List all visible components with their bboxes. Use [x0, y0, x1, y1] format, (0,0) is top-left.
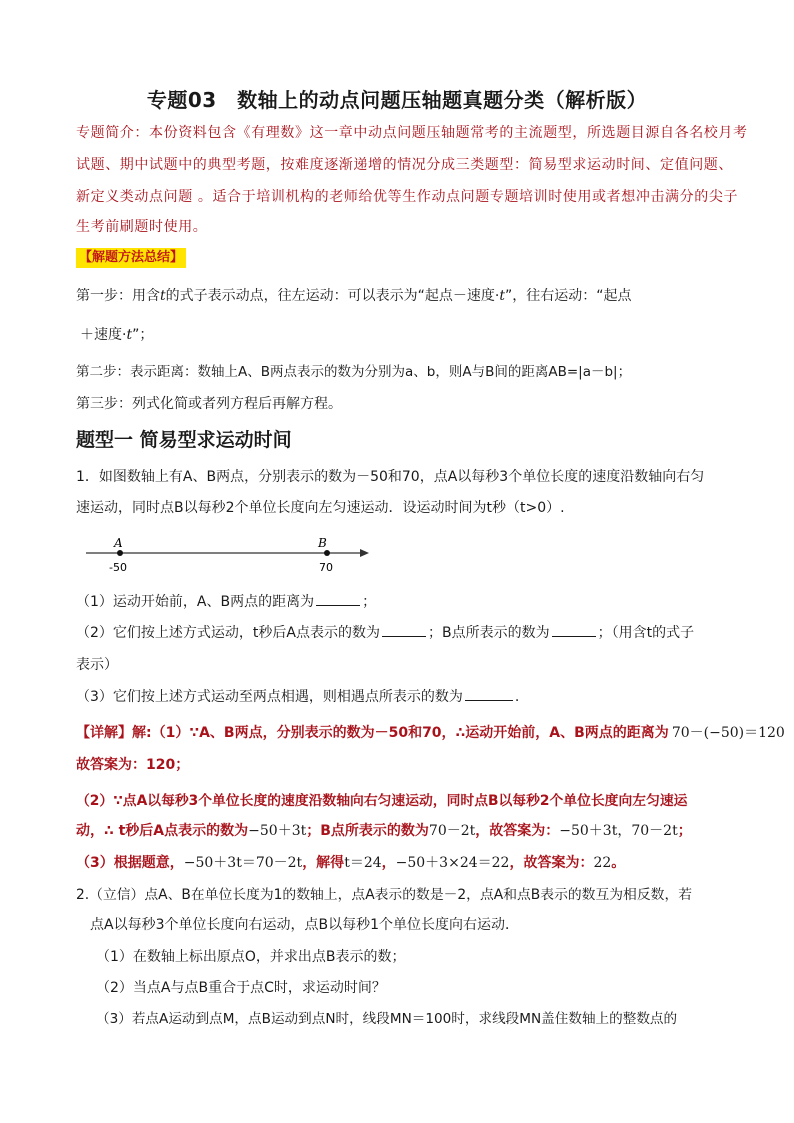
answer-1-text-5e: 。	[611, 855, 626, 871]
answer-1-text-5b: ，解得	[302, 855, 345, 871]
q2-sub-2: （2）当点A与点B重合于点C时，求运动时间？	[96, 980, 386, 996]
answer-1-line-1	[76, 720, 785, 746]
step1-text-c: ”，往右运动：“起点	[504, 288, 632, 304]
answer-1-text-1: 解:（1）∵A、B两点，分别表示的数为－50和70，∴运动开始前，A、B两点的距离为	[132, 725, 669, 741]
step1-var-t2: t	[499, 288, 505, 304]
point-b-label: B	[318, 536, 327, 550]
answer-1-text-5a: （3）根据题意，	[76, 855, 184, 871]
point-a-dot	[117, 550, 123, 556]
answer-1-text-4d: ；	[677, 823, 692, 839]
number-line-arrow-icon	[360, 549, 369, 557]
answer-1-math-5a: −50＋3t＝70－2t	[183, 855, 303, 871]
section-1-heading: 题型一 简易型求运动时间	[76, 429, 292, 451]
q1-line-2: 速运动，同时点B以每秒2个单位长度向左匀速运动．设运动时间为t秒（t>0）.	[76, 500, 565, 516]
answer-1-math-4c: −50＋3t，70－2t	[559, 823, 678, 839]
q1-sub2-text-b: ；B点所表示的数为	[427, 625, 550, 641]
answer-blank[interactable]	[316, 591, 360, 606]
answer-1-math-5b: t＝24	[344, 855, 382, 871]
q1-sub-2-continued: 表示）	[76, 657, 118, 673]
point-a-label: A	[114, 536, 123, 550]
step-3: 第三步：列式化简或者列方程后再解方程。	[76, 396, 342, 412]
q1-sub2-text-c: ；（用含t的式子	[597, 625, 695, 641]
point-b-dot	[324, 550, 330, 556]
intro-line-4: 生考前刷题时使用。	[76, 219, 208, 235]
point-b-value: 70	[319, 561, 333, 574]
step1-text-b: 的式子表示动点，往左运动：可以表示为“起点－速度·	[165, 288, 500, 304]
number-line-figure	[84, 535, 374, 585]
step1-var-t: t	[160, 288, 166, 304]
intro-line-1: 专题简介：本份资料包含《有理数》这一章中动点问题压轴题常考的主流题型，所选题目源自各名校月考	[76, 125, 748, 141]
page-title: 专题03 数轴上的动点问题压轴题真题分类（解析版）	[146, 88, 648, 112]
answer-1-text-4c: ，故答案为：	[475, 823, 560, 839]
step1-text-d: ＋速度·	[80, 327, 127, 343]
answer-blank[interactable]	[382, 622, 426, 637]
answer-1-math-1: 70－(−50)＝120	[671, 725, 785, 741]
q1-sub-1	[76, 589, 726, 615]
step-1	[76, 283, 726, 309]
q1-sub3-text: （3）它们按上述方式运动至两点相遇，则相遇点所表示的数为	[76, 689, 463, 705]
step1-text-e: ”；	[132, 327, 154, 343]
answer-1-line-4	[76, 818, 726, 844]
answer-1-math-4a: −50＋3t	[248, 823, 307, 839]
answer-blank[interactable]	[552, 622, 596, 637]
answer-1-math-5d: 22	[593, 855, 612, 871]
answer-1-text-4b: ；B点所表示的数为	[306, 823, 429, 839]
q1-sub1-text: （1）运动开始前，A、B两点的距离为	[76, 594, 315, 610]
answer-1-math-4b: 70－2t	[428, 823, 476, 839]
step-2: 第二步：表示距离：数轴上A、B两点表示的数为分别为a、b，则A与B间的距离AB=|a－b|；	[76, 364, 632, 380]
q1-sub3-end: .	[514, 689, 520, 705]
answer-1-text-4a: 动，∴ t秒后A点表示的数为	[76, 823, 249, 839]
answer-1-line-3: （2）∵点A以每秒3个单位长度的速度沿数轴向右匀速运动，同时点B以每秒2个单位长度向左匀速运	[76, 793, 688, 809]
q1-sub2-text-a: （2）它们按上述方式运动，t秒后A点表示的数为	[76, 625, 380, 641]
step-1-continued	[80, 322, 730, 348]
intro-line-3: 新定义类动点问题 。适合于培训机构的老师给优等生作动点问题专题培训时使用或者想冲击满分的尖子	[76, 189, 739, 205]
step1-var-t3: t	[126, 327, 133, 343]
method-summary-badge: 【解题方法总结】	[76, 248, 186, 268]
answer-1-text-5d: ，故答案为：	[509, 855, 594, 871]
q1-sub-3	[76, 684, 726, 710]
answer-blank[interactable]	[465, 686, 513, 701]
q2-line-1: 2.（立信）点A、B在单位长度为1的数轴上，点A表示的数是－2，点A和点B表示的数互为相反数，若	[76, 887, 693, 903]
intro-line-2: 试题、期中试题中的典型考题，按难度逐渐递增的情况分成三类题型：简易型求运动时间、定值问题、	[76, 157, 733, 173]
answer-detail-tag: 【详解】	[76, 725, 132, 741]
q1-sub-2	[76, 620, 726, 646]
q2-sub-3: （3）若点A运动到点M，点B运动到点N时，线段MN＝100时，求线段MN盖住数轴上的整数点的	[96, 1011, 678, 1027]
answer-1-text-5c: ，	[381, 855, 396, 871]
answer-1-line-2: 故答案为：120；	[76, 757, 190, 773]
q1-sub1-end: ；	[362, 594, 377, 610]
q2-line-2: 点A以每秒3个单位长度向右运动，点B以每秒1个单位长度向右运动．	[90, 917, 519, 933]
answer-1-math-5c: −50＋3×24＝22	[395, 855, 510, 871]
q1-line-1: 1．如图数轴上有A、B两点，分别表示的数为－50和70，点A以每秒3个单位长度的速度沿数轴向右匀	[76, 469, 705, 485]
step1-text-a: 第一步：用含	[76, 288, 160, 304]
point-a-value: -50	[109, 561, 127, 574]
answer-1-line-5	[76, 850, 726, 876]
q2-sub-1: （1）在数轴上标出原点O，并求出点B表示的数；	[96, 949, 406, 965]
